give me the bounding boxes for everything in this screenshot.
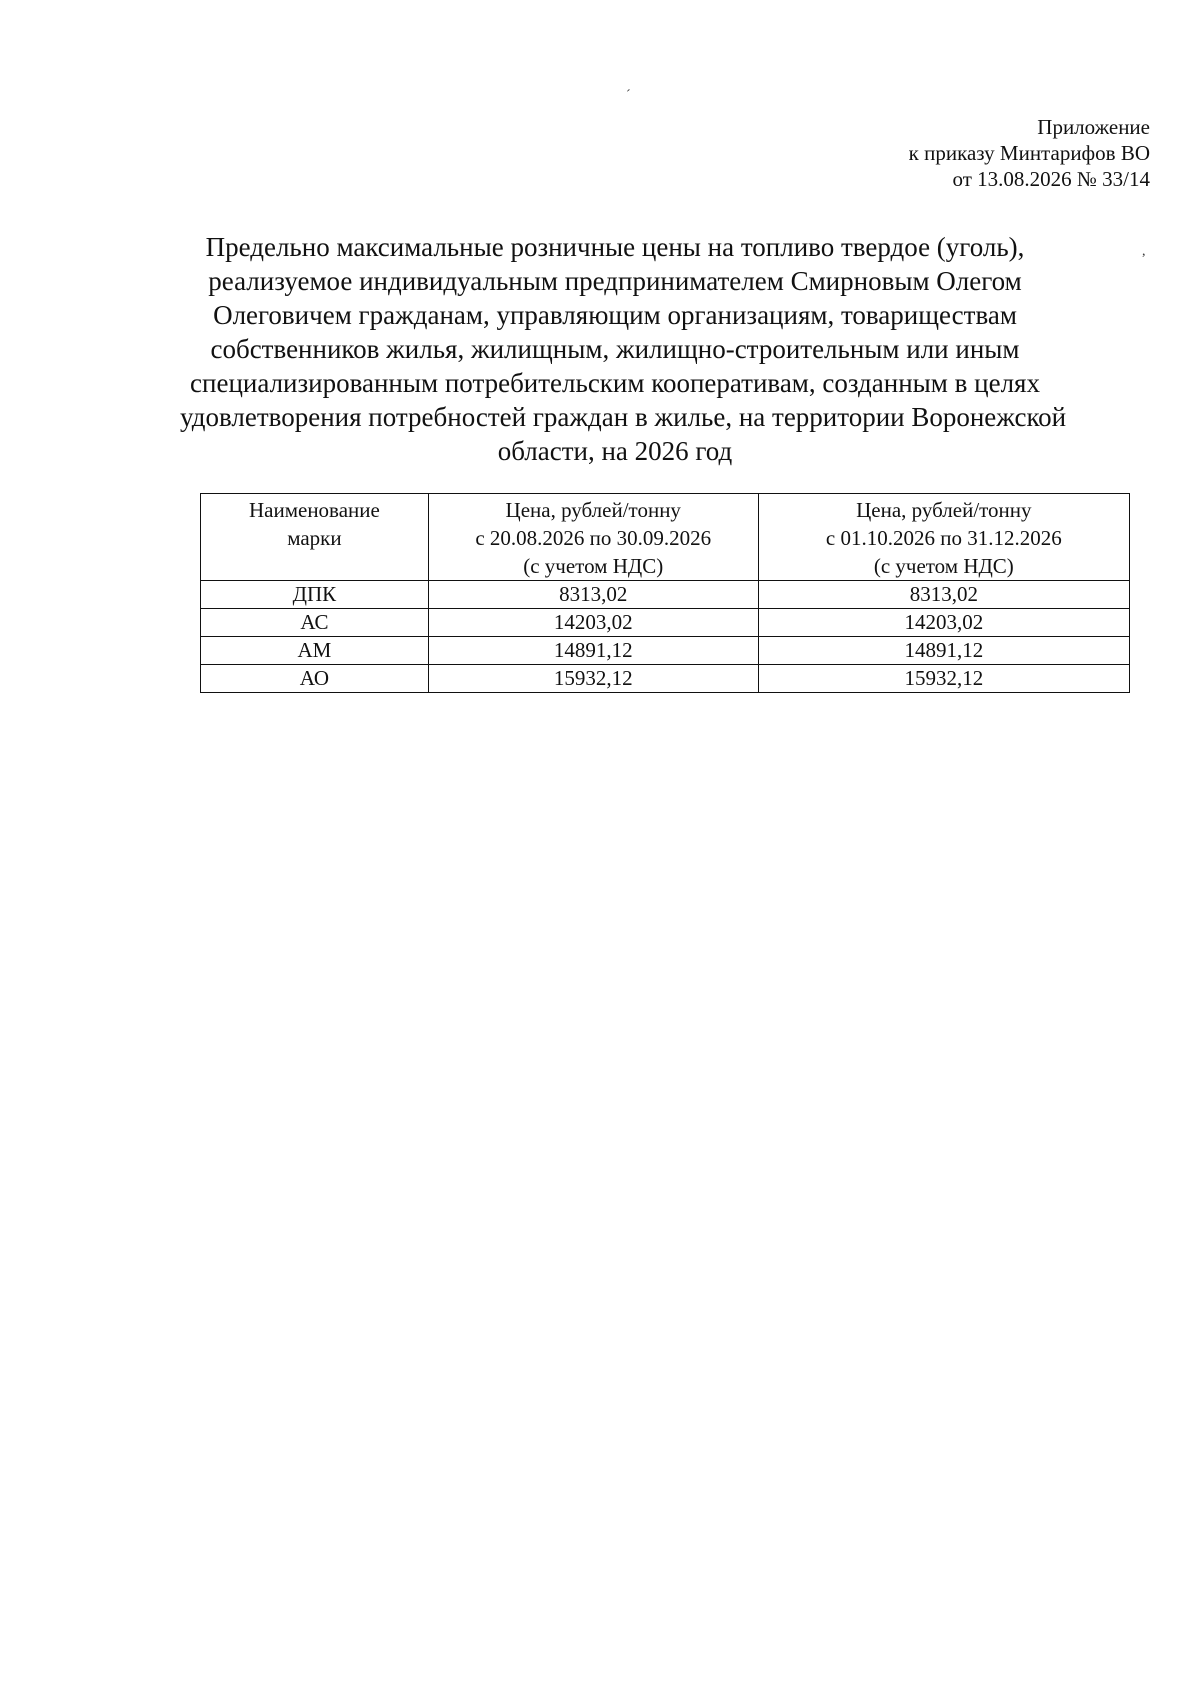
scan-artifact-top: ˊ xyxy=(626,88,631,103)
header-text: (с учетом НДС) xyxy=(523,554,664,578)
header-text: Цена, рублей/тонну xyxy=(856,498,1032,522)
table-row xyxy=(201,665,1130,693)
header-price-period-1 xyxy=(428,494,758,581)
cell-brand: ДПК xyxy=(201,581,429,609)
title-line: области, на 2026 год xyxy=(497,436,733,466)
table-row xyxy=(201,609,1130,637)
header-price-period-2 xyxy=(758,494,1129,581)
cell-brand: АО xyxy=(201,665,429,693)
header-text: с 01.10.2026 по 31.12.2026 xyxy=(825,526,1062,550)
header-text: Цена, рублей/тонну xyxy=(505,498,681,522)
cell-brand: АМ xyxy=(201,637,429,665)
price-table xyxy=(200,493,1130,693)
document-title xyxy=(180,230,1067,468)
appendix-order-ref: к приказу Минтарифов ВО xyxy=(908,141,1150,165)
header-text: с 20.08.2026 по 30.09.2026 xyxy=(475,526,712,550)
cell-brand: АС xyxy=(201,609,429,637)
header-text: (с учетом НДС) xyxy=(873,554,1014,578)
cell-price-period-1: 15932,12 xyxy=(428,665,758,693)
cell-price-period-2: 15932,12 xyxy=(758,665,1129,693)
scan-artifact-right: , xyxy=(1142,244,1146,259)
title-line: удовлетворения потребностей граждан в жилье, на территории Воронежской xyxy=(180,402,1067,432)
cell-price-period-2: 14203,02 xyxy=(758,609,1129,637)
header-text: марки xyxy=(287,526,342,550)
cell-price-period-2: 8313,02 xyxy=(758,581,1129,609)
cell-price-period-1: 14203,02 xyxy=(428,609,758,637)
title-line: Предельно максимальные розничные цены на топливо твердое (уголь), xyxy=(205,232,1025,262)
cell-price-period-1: 14891,12 xyxy=(428,637,758,665)
cell-price-period-2: 14891,12 xyxy=(758,637,1129,665)
appendix-reference xyxy=(909,114,1150,192)
title-line: реализуемое индивидуальным предпринимателем Смирновым Олегом xyxy=(208,266,1022,296)
table-row xyxy=(201,637,1130,665)
appendix-label: Приложение xyxy=(1037,115,1150,139)
title-line: Олеговичем гражданам, управляющим организациям, товариществам xyxy=(213,300,1017,330)
title-line: специализированным потребительским кооперативам, созданным в целях xyxy=(190,368,1040,398)
table-row xyxy=(201,581,1130,609)
cell-price-period-1: 8313,02 xyxy=(428,581,758,609)
appendix-order-date: от 13.08.2026 № 33/14 xyxy=(952,167,1150,191)
header-text: Наименование xyxy=(248,498,380,522)
table-header-row xyxy=(201,494,1130,581)
header-brand-name xyxy=(201,494,429,581)
title-line: собственников жилья, жилищным, жилищно-строительным или иным xyxy=(210,334,1020,364)
